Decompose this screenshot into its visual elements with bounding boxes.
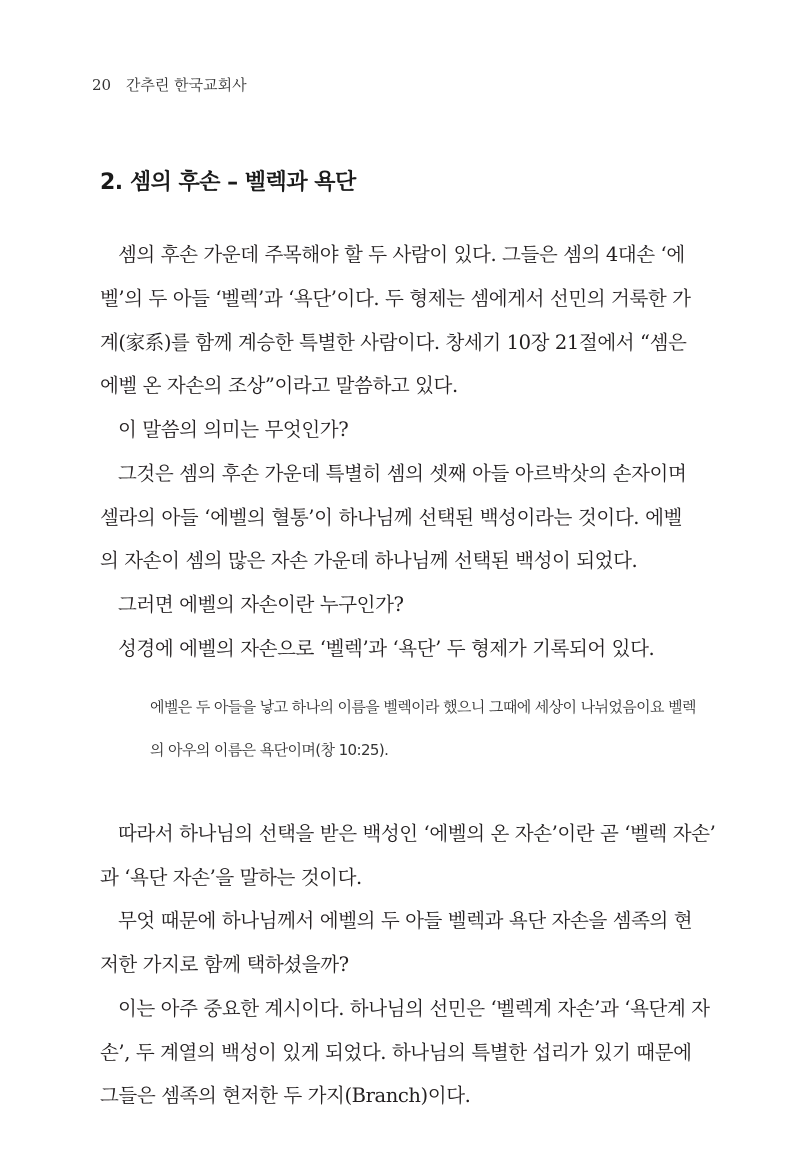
paragraph-line: 벨’의 두 아들 ‘벨렉’과 ‘욕단’이다. 두 형제는 셈에게서 선민의 거룩한 가: [100, 287, 691, 310]
page-number: 20: [92, 76, 112, 94]
paragraph-line: 저한 가지로 함께 택하셨을까?: [100, 953, 349, 976]
paragraph-line: 성경에 에벨의 자손으로 ‘벨렉’과 ‘욕단’ 두 형제가 기록되어 있다.: [118, 637, 655, 660]
paragraph-line: 그러면 에벨의 자손이란 누구인가?: [118, 593, 404, 616]
section-title: 2. 셈의 후손 – 벨렉과 욕단: [100, 170, 356, 195]
paragraph-line: 셀라의 아들 ‘에벨의 혈통’이 하나님께 선택된 백성이라는 것이다. 에벨: [100, 506, 682, 529]
paragraph-line: 손’, 두 계열의 백성이 있게 되었다. 하나님의 특별한 섭리가 있기 때문에: [100, 1041, 692, 1064]
paragraph-line: 그것은 셈의 후손 가운데 특별히 셈의 셋째 아들 아르박삿의 손자이며: [118, 462, 687, 485]
paragraph-line: 이 말씀의 의미는 무엇인가?: [118, 418, 349, 441]
running-head: [92, 74, 247, 95]
book-title: 간추린 한국교회사: [125, 76, 247, 94]
quote-line: 에벨은 두 아들을 낳고 하나의 이름을 벨렉이라 했으니 그때에 세상이 나뉘었음이요 벨렉: [150, 698, 696, 716]
paragraph-line: 의 자손이 셈의 많은 자손 가운데 하나님께 선택된 백성이 되었다.: [100, 549, 638, 572]
paragraph-line: 계(家系)를 함께 계승한 특별한 사람이다. 창세기 10장 21절에서 “셈은: [100, 331, 687, 354]
paragraph-line: 이는 아주 중요한 계시이다. 하나님의 선민은 ‘벨렉계 자손’과 ‘욕단계 자: [118, 997, 710, 1020]
paragraph-line: 따라서 하나님의 선택을 받은 백성인 ‘에벨의 온 자손’이란 곧 ‘벨렉 자손’: [118, 822, 716, 845]
paragraph-line: 무엇 때문에 하나님께서 에벨의 두 아들 벨렉과 욕단 자손을 셈족의 현: [118, 909, 693, 932]
paragraph-line: 과 ‘욕단 자손’을 말하는 것이다.: [100, 866, 362, 889]
quote-line: 의 아우의 이름은 욕단이며(창 10:25).: [150, 741, 389, 759]
paragraph-line: 에벨 온 자손의 조상”이라고 말씀하고 있다.: [100, 374, 458, 397]
paragraph-line: 셈의 후손 가운데 주목해야 할 두 사람이 있다. 그들은 셈의 4대손 ‘에: [118, 243, 685, 266]
paragraph-line: 그들은 셈족의 현저한 두 가지(Branch)이다.: [100, 1084, 471, 1107]
